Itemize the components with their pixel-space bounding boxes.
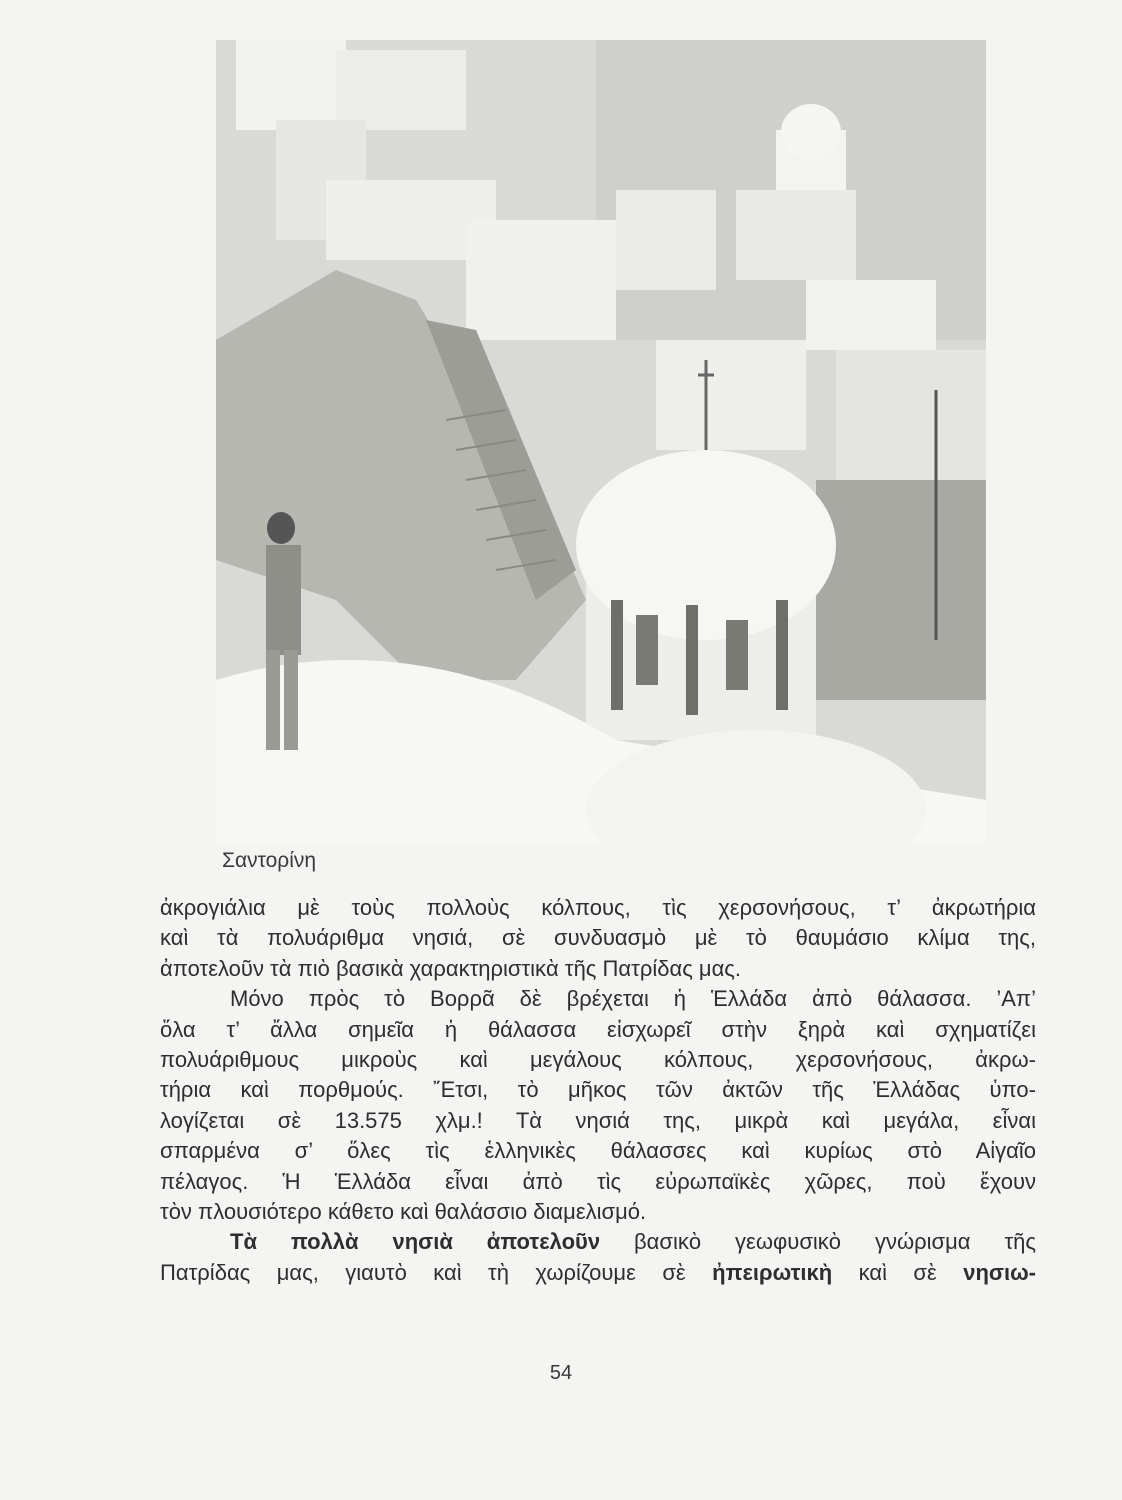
text-line: ἀποτελοῦν τὰ πιὸ βασικὰ χαρακτηριστικὰ τῆς Πατρίδας μας.	[160, 955, 742, 981]
body-text	[160, 893, 1036, 1288]
text-fragment: βασικὸ γεωφυσικὸ γνώρισμα τῆς	[600, 1229, 1036, 1255]
text-fragment: Πατρίδας μας, γιαυτὸ καὶ τὴ χωρίζουμε σὲ	[160, 1259, 713, 1285]
text-line: Μόνο πρὸς τὸ Βορρᾶ δὲ βρέχεται ἡ Ἑλλάδα ἀπὸ θάλασσα. ’Απ’	[230, 986, 1036, 1012]
text-line: τὸν πλουσιότερο κάθετο καὶ θαλάσσιο διαμελισμό.	[160, 1199, 647, 1225]
page-number: 54	[549, 1362, 573, 1384]
bold-term: ἠπειρωτικὴ	[712, 1259, 833, 1285]
photo-caption: Σαντορίνη	[222, 849, 317, 872]
text-line	[160, 1258, 1036, 1288]
text-line: πέλαγος. Ἡ Ἑλλάδα εἶναι ἀπὸ τὶς εὐρωπαϊκὲς χῶρες, ποὺ ἔχουν	[160, 1168, 1036, 1194]
text-line: ἀκρογιάλια μὲ τοὺς πολλοὺς κόλπους, τὶς χερσονήσους, τ’ ἀκρωτήρια	[160, 895, 1036, 920]
text-line: ὅλα τ’ ἄλλα σημεῖα ἡ θάλασσα εἰσχωρεῖ στὴν ξηρὰ καὶ σχηματίζει	[160, 1016, 1036, 1042]
bold-phrase: Τὰ πολλὰ νησιὰ ἀποτελοῦν	[230, 1229, 601, 1255]
text-line	[160, 1227, 1036, 1257]
santorini-photo	[216, 40, 986, 842]
bold-term: νησιω-	[963, 1259, 1036, 1285]
text-line: σπαρμένα σ’ ὅλες τὶς ἑλληνικὲς θάλασσες καὶ κυρίως στὸ Αἰγαῖο	[160, 1138, 1036, 1164]
text-line: λογίζεται σὲ 13.575 χλμ.! Τὰ νησιά της, μικρὰ καὶ μεγάλα, εἶναι	[160, 1107, 1036, 1133]
text-line: πολυάριθμους μικροὺς καὶ μεγάλους κόλπους, χερσονήσους, ἀκρω-	[160, 1047, 1036, 1073]
text-line: τήρια καὶ πορθμούς. ῎Ετσι, τὸ μῆκος τῶν ἀκτῶν τῆς Ἑλλάδας ὑπο-	[160, 1077, 1036, 1103]
text-line: καὶ τὰ πολυάριθμα νησιά, σὲ συνδυασμὸ μὲ τὸ θαυμάσιο κλίμα της,	[160, 925, 1036, 951]
text-fragment: καὶ σὲ	[832, 1259, 964, 1285]
